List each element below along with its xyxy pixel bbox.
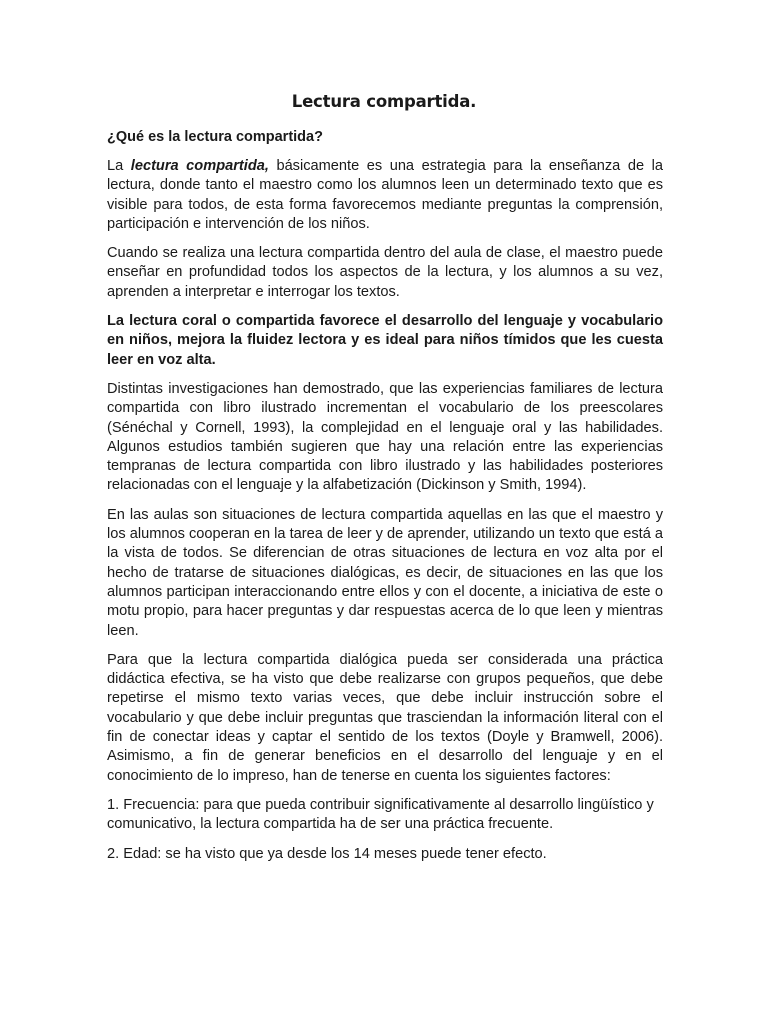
paragraph-practice: Para que la lectura compartida dialógica pueda ser considerada una práctica didáctica efectiva, se ha visto que debe realizarse con grupos pequeños, que debe repetirse el mismo texto varias veces, que debe incluir instrucción sobre el vocabulario y que debe incluir preguntas que trasciendan la información literal con el fin de conectar ideas y captar el sentido de los textos (Doyle y Bramwell, 2006). Asimismo, a fin de generar beneficios en el desarrollo del lenguaje y en el conocimiento de lo impreso, han de tenerse en cuenta los siguientes factores: [107, 651, 663, 784]
paragraph-research: Distintas investigaciones han demostrado, que las experiencias familiares de lectura compartida con libro ilustrado incrementan el vocabulario de los preescolares (Sénéchal y Cornell, 1993), la complejidad en el lenguaje oral y las habilidades. Algunos estudios también sugieren que hay una relación entre las experiencias tempranas de lectura compartida con libro ilustrado y las habilidades posteriores relacionadas con el lenguaje y la alfabetización (Dickinson y Smith, 1994). [107, 380, 663, 494]
document-body [107, 128, 663, 874]
section-question: ¿Qué es la lectura compartida? [107, 129, 323, 145]
paragraph-definition-rest: básicamente es una estrategia para la enseñanza de la lectura, donde tanto el maestro como los alumnos leen un determinado texto que es visible para todos, de esta forma favorecemos mediante preguntas la comprensión, participación e intervención de los niños. [107, 158, 663, 232]
document-title: Lectura compartida. [291, 92, 477, 111]
emphasized-term: lectura compartida, [130, 158, 269, 174]
paragraph-classroom: Cuando se realiza una lectura compartida dentro del aula de clase, el maestro puede enseñar en profundidad todos los aspectos de la lectura, y los alumnos a su vez, aprenden a interpretar e interrogar los textos. [107, 245, 663, 300]
list-item-age: 2. Edad: se ha visto que ya desde los 14 meses puede tener efecto. [107, 845, 547, 862]
paragraph-situations: En las aulas son situaciones de lectura compartida aquellas en las que el maestro y los alumnos cooperan en la tarea de leer y de aprender, utilizando un texto que está a la vista de todos. Se diferencian de otras situaciones de lectura en voz alta por el hecho de tratarse de situaciones dialógicas, es decir, de situaciones en las que los alumnos participan interaccionando entre ellos y con el docente, a iniciativa de este o motu propio, para hacer preguntas y dar respuestas acerca de lo que leen y mientras leen. [107, 506, 663, 639]
paragraph-definition-prefix: La [107, 158, 131, 174]
paragraph-definition [107, 157, 663, 234]
paragraph-highlight: La lectura coral o compartida favorece el desarrollo del lenguaje y vocabulario en niños, mejora la fluidez lectora y es ideal para niños tímidos que les cuesta leer en voz alta. [107, 313, 663, 368]
list-item-frequency: 1. Frecuencia: para que pueda contribuir significativamente al desarrollo lingüístico y comunicativo, la lectura compartida ha de ser una práctica frecuente. [107, 796, 654, 833]
